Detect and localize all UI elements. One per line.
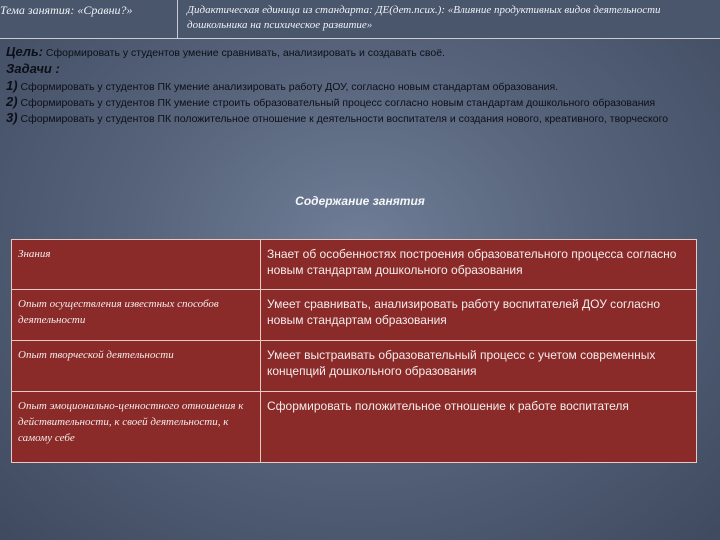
lesson-topic: Тема занятия: «Сравни?»: [0, 0, 178, 38]
task-item: [6, 95, 712, 110]
row-label: Опыт осуществления известных способов деятельности: [12, 290, 261, 341]
tasks-heading: Задачи :: [6, 61, 60, 76]
table-row: [12, 240, 697, 290]
row-value: Умеет сравнивать, анализировать работу воспитателей ДОУ согласно новым стандартам образования: [261, 290, 697, 341]
row-label: Опыт творческой деятельности: [12, 341, 261, 392]
task-number: 3): [6, 110, 18, 125]
task-text: Сформировать у студентов ПК положительное отношение к деятельности воспитателя и создания нового, креативного, творческого: [17, 113, 669, 125]
row-label: Знания: [12, 240, 261, 290]
aim-row: [6, 45, 712, 60]
content-title: Содержание занятия: [295, 194, 425, 208]
goals-section: [6, 45, 712, 127]
task-number: 2): [6, 94, 18, 109]
row-value: Умеет выстраивать образовательный процесс с учетом современных концепций дошкольного образования: [261, 341, 697, 392]
table-row: [12, 341, 697, 392]
row-value: Знает об особенностях построения образовательного процесса согласно новым стандартам дошкольного образования: [261, 240, 697, 290]
row-label: Опыт эмоционально-ценностного отношения к действительности, к своей деятельности, к самому себе: [12, 392, 261, 463]
task-number: 1): [6, 78, 18, 93]
table-row: [12, 392, 697, 463]
aim-label: Цель:: [6, 44, 44, 59]
aim-text: Сформировать у студентов умение сравнивать, анализировать и создавать своё.: [43, 47, 445, 59]
header-table: [0, 0, 720, 39]
task-item: [6, 111, 712, 126]
row-value: Сформировать положительное отношение к работе воспитателя: [261, 392, 697, 463]
content-table: [11, 239, 697, 463]
task-text: Сформировать у студентов ПК умение строить образовательный процесс согласно новым стандартам дошкольного образования: [17, 97, 656, 109]
tasks-label: [6, 62, 712, 77]
didactic-unit: Дидактическая единица из стандарта: ДЕ(дет.псих.): «Влияние продуктивных видов деятельности дошкольника на психическое развитие»: [187, 4, 661, 31]
table-row: [12, 290, 697, 341]
task-text: Сформировать у студентов ПК умение анализировать работу ДОУ, согласно новым стандартам образования.: [17, 81, 559, 93]
task-item: [6, 79, 712, 94]
